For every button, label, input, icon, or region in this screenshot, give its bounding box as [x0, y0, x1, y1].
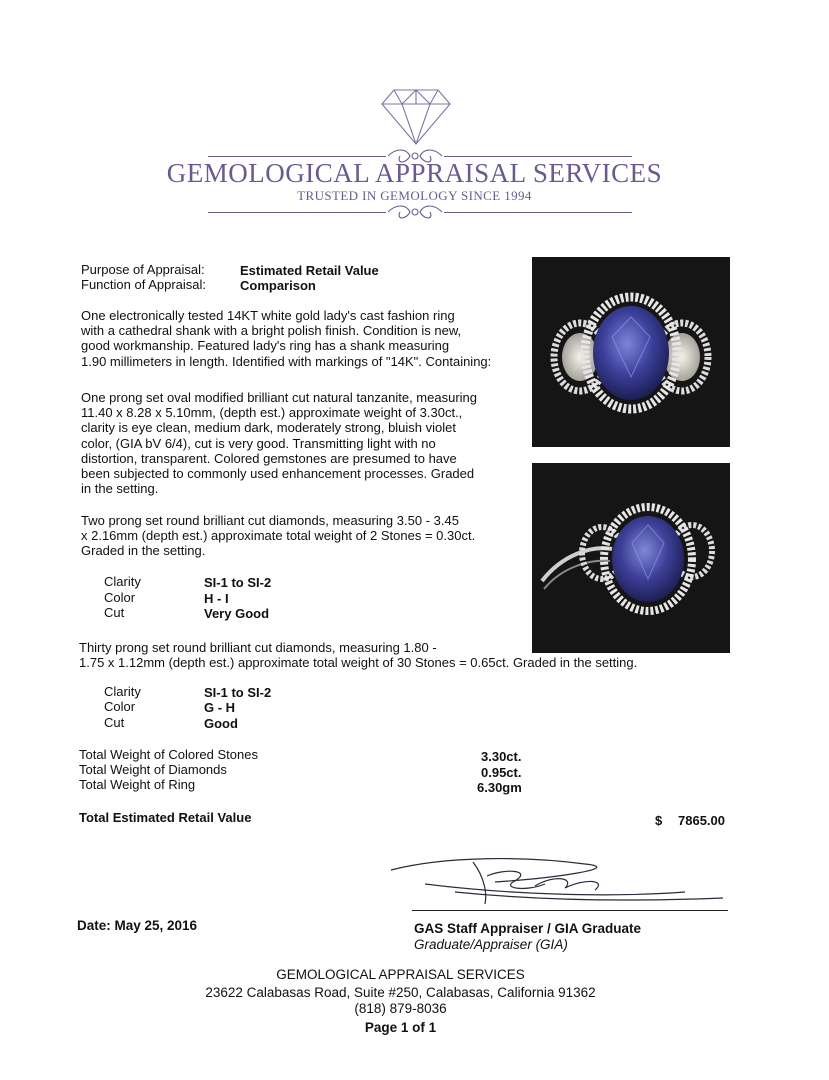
appraiser-signature	[385, 848, 725, 910]
company-name: GEMOLOGICAL APPRAISAL SERVICES	[166, 158, 663, 188]
description-line: 1.90 millimeters in length. Identified with markings of "14K". Containing:	[81, 353, 492, 369]
total-ring-label: Total Weight of Ring	[79, 777, 196, 792]
spec-label-cut: Cut	[104, 715, 125, 730]
date: Date: May 25, 2016	[77, 918, 198, 933]
appraiser-title: GAS Staff Appraiser / GIA Graduate	[414, 921, 642, 936]
spec-value-cut: Very Good	[204, 606, 270, 621]
tanzanite-line: color, (GIA bV 6/4), cut is very good. Transmitting light with no	[81, 435, 436, 451]
function-label: Function of Appraisal:	[81, 277, 207, 292]
tanzanite-line: clarity is eye clean, medium dark, moderately strong, bluish violet	[81, 420, 456, 436]
total-diamonds-label: Total Weight of Diamonds	[79, 762, 227, 777]
diamonds-two-line: Two prong set round brilliant cut diamonds, measuring 3.50 - 3.45	[81, 513, 459, 528]
total-colored-value: 3.30ct.	[481, 749, 522, 764]
total-colored-label: Total Weight of Colored Stones	[79, 747, 258, 762]
spec-value-cut: Good	[204, 716, 238, 731]
spec-label-clarity: Clarity	[104, 684, 141, 699]
company-tagline: TRUSTED IN GEMOLOGY SINCE 1994	[297, 188, 532, 203]
diamond-outline-icon	[380, 88, 452, 146]
spec-value-color: G - H	[204, 700, 236, 715]
diamonds-two-line: x 2.16mm (depth est.) approximate total weight of 2 Stones = 0.30ct.	[81, 528, 476, 544]
retail-label: Total Estimated Retail Value	[79, 810, 252, 825]
description-line: good workmanship. Featured lady's ring has a shank measuring	[81, 338, 450, 354]
tanzanite-line: in the setting.	[81, 481, 159, 497]
tanzanite-line: 11.40 x 8.28 x 5.10mm, (depth est.) approximate weight of 3.30ct.,	[81, 405, 463, 421]
spec-label-color: Color	[104, 590, 136, 605]
appraiser-subtitle: Graduate/Appraiser (GIA)	[414, 937, 568, 952]
footer-address: 23622 Calabasas Road, Suite #250, Calabasas, California 91362	[205, 985, 596, 1000]
purpose-label: Purpose of Appraisal:	[81, 262, 205, 277]
tanzanite-line: distortion, transparent. Colored gemstones are presumed to have	[81, 450, 457, 466]
diamonds-thirty-line: Thirty prong set round brilliant cut diamonds, measuring 1.80 -	[79, 640, 437, 655]
spec-label-cut: Cut	[104, 605, 125, 620]
flourish-icon	[386, 202, 444, 222]
spec-label-clarity: Clarity	[104, 574, 141, 589]
tanzanite-line: been subjected to commonly used enhancement processes. Graded	[81, 466, 475, 482]
function-value: Comparison	[240, 278, 316, 293]
spec-value-clarity: SI-1 to SI-2	[204, 575, 272, 590]
header-rule-bottom	[208, 212, 386, 213]
ring-photo-front	[532, 257, 730, 447]
spec-value-clarity: SI-1 to SI-2	[204, 685, 272, 700]
footer-phone: (818) 879-8036	[354, 1001, 447, 1016]
ring-description	[81, 308, 491, 369]
description-line: with a cathedral shank with a bright polish finish. Condition is new,	[81, 323, 462, 339]
tanzanite-line: One prong set oval modified brilliant cut natural tanzanite, measuring	[81, 390, 477, 405]
retail-amount: 7865.00	[678, 813, 725, 828]
spec-value-color: H - I	[204, 591, 229, 606]
diamonds-thirty-line: 1.75 x 1.12mm (depth est.) approximate total weight of 30 Stones = 0.65ct. Graded in the setting.	[79, 655, 638, 671]
ring-front-image	[532, 257, 730, 447]
purpose-value: Estimated Retail Value	[240, 263, 379, 278]
diamonds-two-line: Graded in the setting.	[81, 543, 206, 559]
header-rule-top-right	[444, 156, 632, 157]
retail-currency: $	[655, 813, 663, 828]
footer-company: GEMOLOGICAL APPRAISAL SERVICES	[276, 967, 525, 982]
ring-angle-image	[532, 463, 730, 653]
tanzanite-description	[81, 390, 477, 496]
total-ring-value: 6.30gm	[477, 780, 522, 795]
page-number: Page 1 of 1	[364, 1020, 437, 1035]
spec-label-color: Color	[104, 699, 136, 714]
header-rule-bottom-right	[444, 212, 632, 213]
total-diamonds-value: 0.95ct.	[481, 765, 522, 780]
ring-photo-angle	[532, 463, 730, 653]
diamonds-two-description	[81, 513, 475, 559]
signature-line	[412, 910, 728, 911]
description-line: One electronically tested 14KT white gold lady's cast fashion ring	[81, 308, 455, 323]
header-rule-top	[208, 156, 386, 157]
